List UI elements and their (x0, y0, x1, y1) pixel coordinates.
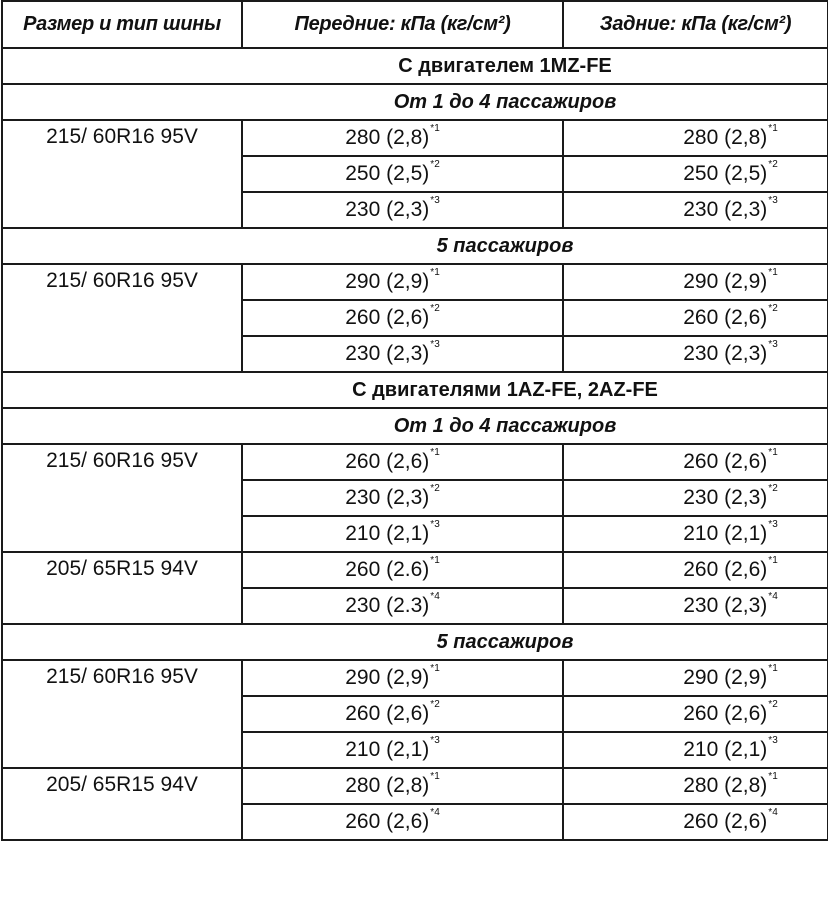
front-pressure-value: 230 (2,3) (345, 198, 430, 221)
rear-pressure-value: 290 (2,9) (683, 270, 768, 293)
footnote-marker: *2 (430, 699, 440, 710)
footnote-marker: *1 (768, 267, 778, 278)
table-row (2, 660, 828, 696)
passenger-group-row (2, 624, 828, 660)
footnote-marker: *1 (768, 663, 778, 674)
table-row (2, 768, 828, 804)
rear-pressure-value: 280 (2,8) (683, 126, 768, 149)
footnote-marker: *1 (430, 447, 440, 458)
front-pressure-cell (242, 480, 563, 516)
rear-pressure-cell (563, 732, 828, 768)
engine-section-title: С двигателем 1MZ-FE (2, 48, 828, 84)
front-pressure-value: 290 (2,9) (345, 270, 430, 293)
footnote-marker: *2 (768, 159, 778, 170)
front-pressure-cell (242, 120, 563, 156)
rear-pressure-value: 280 (2,8) (683, 774, 768, 797)
footnote-marker: *2 (430, 159, 440, 170)
front-pressure-cell (242, 444, 563, 480)
footnote-marker: *3 (768, 735, 778, 746)
tire-size-cell: 215/ 60R16 95V (2, 660, 242, 768)
tire-size-cell: 215/ 60R16 95V (2, 120, 242, 228)
passenger-group-title: От 1 до 4 пассажиров (2, 408, 828, 444)
footnote-marker: *2 (768, 303, 778, 314)
table-row (2, 444, 828, 480)
rear-pressure-value: 250 (2,5) (683, 162, 768, 185)
passenger-group-title: 5 пассажиров (2, 228, 828, 264)
tire-size-cell: 215/ 60R16 95V (2, 444, 242, 552)
rear-pressure-cell (563, 516, 828, 552)
footnote-marker: *1 (768, 123, 778, 134)
front-pressure-cell (242, 732, 563, 768)
rear-pressure-cell (563, 336, 828, 372)
front-pressure-cell (242, 264, 563, 300)
footnote-marker: *3 (768, 519, 778, 530)
front-pressure-cell (242, 696, 563, 732)
rear-pressure-value: 260 (2,6) (683, 702, 768, 725)
footnote-marker: *2 (768, 699, 778, 710)
footnote-marker: *2 (430, 303, 440, 314)
header-row (2, 1, 828, 48)
tire-size-cell: 215/ 60R16 95V (2, 264, 242, 372)
footnote-marker: *3 (430, 735, 440, 746)
passenger-group-row (2, 408, 828, 444)
passenger-group-title: 5 пассажиров (2, 624, 828, 660)
engine-section-row (2, 372, 828, 408)
rear-pressure-value: 210 (2,1) (683, 738, 768, 761)
footnote-marker: *1 (430, 267, 440, 278)
rear-pressure-cell (563, 660, 828, 696)
front-pressure-value: 280 (2,8) (345, 126, 430, 149)
engine-section-row (2, 48, 828, 84)
rear-pressure-value: 260 (2,6) (683, 450, 768, 473)
footnote-marker: *4 (430, 591, 440, 602)
rear-pressure-value: 260 (2,6) (683, 306, 768, 329)
footnote-marker: *1 (768, 771, 778, 782)
passenger-group-title: От 1 до 4 пассажиров (2, 84, 828, 120)
footnote-marker: *1 (768, 555, 778, 566)
front-pressure-value: 230 (2.3) (345, 594, 430, 617)
footnote-marker: *4 (768, 591, 778, 602)
footnote-marker: *1 (430, 555, 440, 566)
footnote-marker: *1 (430, 663, 440, 674)
header-front-pressure: Передние: кПа (кг/см²) (242, 1, 563, 48)
rear-pressure-value: 260 (2,6) (683, 810, 768, 833)
front-pressure-cell (242, 660, 563, 696)
table-row (2, 264, 828, 300)
rear-pressure-cell (563, 264, 828, 300)
rear-pressure-value: 210 (2,1) (683, 522, 768, 545)
rear-pressure-cell (563, 696, 828, 732)
tire-size-cell: 205/ 65R15 94V (2, 552, 242, 624)
rear-pressure-cell (563, 588, 828, 624)
rear-pressure-value: 230 (2,3) (683, 342, 768, 365)
front-pressure-value: 210 (2,1) (345, 522, 430, 545)
rear-pressure-cell (563, 444, 828, 480)
front-pressure-cell (242, 552, 563, 588)
footnote-marker: *1 (430, 771, 440, 782)
tire-size-cell: 205/ 65R15 94V (2, 768, 242, 840)
footnote-marker: *2 (768, 483, 778, 494)
front-pressure-value: 210 (2,1) (345, 738, 430, 761)
front-pressure-value: 290 (2,9) (345, 666, 430, 689)
rear-pressure-value: 230 (2,3) (683, 594, 768, 617)
table-row (2, 552, 828, 588)
footnote-marker: *4 (768, 807, 778, 818)
header-rear-pressure: Задние: кПа (кг/см²) (563, 1, 828, 48)
front-pressure-cell (242, 300, 563, 336)
rear-pressure-cell (563, 768, 828, 804)
table-row (2, 120, 828, 156)
front-pressure-cell (242, 588, 563, 624)
front-pressure-value: 280 (2,8) (345, 774, 430, 797)
front-pressure-cell (242, 804, 563, 840)
front-pressure-cell (242, 156, 563, 192)
footnote-marker: *3 (430, 195, 440, 206)
front-pressure-cell (242, 336, 563, 372)
rear-pressure-value: 230 (2,3) (683, 198, 768, 221)
footnote-marker: *3 (430, 519, 440, 530)
rear-pressure-cell (563, 120, 828, 156)
front-pressure-value: 260 (2,6) (345, 450, 430, 473)
front-pressure-value: 230 (2,3) (345, 486, 430, 509)
passenger-group-row (2, 84, 828, 120)
rear-pressure-cell (563, 300, 828, 336)
front-pressure-value: 230 (2,3) (345, 342, 430, 365)
footnote-marker: *3 (430, 339, 440, 350)
rear-pressure-cell (563, 480, 828, 516)
rear-pressure-cell (563, 156, 828, 192)
front-pressure-value: 250 (2,5) (345, 162, 430, 185)
footnote-marker: *1 (768, 447, 778, 458)
header-tire-size: Размер и тип шины (2, 1, 242, 48)
footnote-marker: *3 (768, 339, 778, 350)
front-pressure-value: 260 (2,6) (345, 702, 430, 725)
rear-pressure-value: 290 (2,9) (683, 666, 768, 689)
front-pressure-value: 260 (2,6) (345, 810, 430, 833)
rear-pressure-cell (563, 192, 828, 228)
rear-pressure-value: 260 (2,6) (683, 558, 768, 581)
passenger-group-row (2, 228, 828, 264)
footnote-marker: *4 (430, 807, 440, 818)
front-pressure-cell (242, 768, 563, 804)
footnote-marker: *2 (430, 483, 440, 494)
front-pressure-value: 260 (2.6) (345, 558, 430, 581)
tire-pressure-table (1, 0, 828, 841)
front-pressure-value: 260 (2,6) (345, 306, 430, 329)
front-pressure-cell (242, 516, 563, 552)
footnote-marker: *1 (430, 123, 440, 134)
front-pressure-cell (242, 192, 563, 228)
footnote-marker: *3 (768, 195, 778, 206)
rear-pressure-cell (563, 552, 828, 588)
rear-pressure-value: 230 (2,3) (683, 486, 768, 509)
rear-pressure-cell (563, 804, 828, 840)
engine-section-title: С двигателями 1AZ-FE, 2AZ-FE (2, 372, 828, 408)
